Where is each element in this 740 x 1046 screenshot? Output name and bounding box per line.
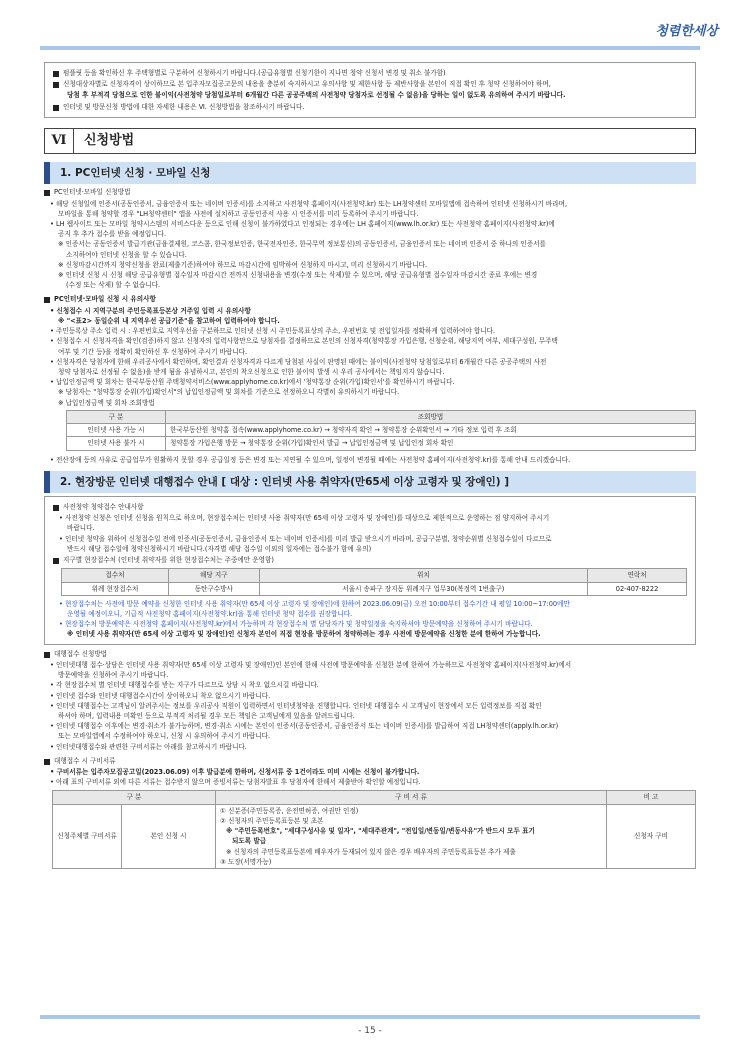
subsection-heading-1 — [44, 162, 696, 184]
notice-item: 펌플릿 등을 확인하신 후 주택형별로 구분하여 신청하시기 바랍니다.(공급유형별 신청기한이 지나면 청약 신청서 변경 및 취소 불가함) — [53, 68, 687, 78]
text-line: • LH 웹사이트 또는 모바일 청약시스템의 서비스다운 등으로 인해 신청이 불가하였다고 인정되는 경우에는 LH 홈페이지(www.lh.or.kr) 또는 사전청약 홈페이지(사전청약.kr)에 — [50, 219, 555, 228]
text-line: 반드시 해당 접수일에 청약신청하시기 바랍니다.(자격별 해당 접수일 이외의 일자에는 접수불가 함에 유의) — [67, 544, 372, 553]
doc-line: ③ 도장(서명가능) — [220, 857, 272, 866]
text-line: • 주민등록상 주소 입력 시 : 우편번호로 지역우선을 구분하므로 인터넷 신청 시 주민등록표상의 주소, 우편번호 및 전입일자를 정확하게 입력하여야 합니다. — [50, 327, 496, 336]
text-line: • 인터넷 청약을 위하여 신청접수일 전에 인증서(공동인증서, 금융인증서 또는 네이버 인증서)를 미리 발급 받으시기 바라며, 공급구분별, 청약순위별 신청접수일이 다르므로 — [59, 534, 552, 543]
note-line: 소지하여야 인터넷 신청을 할 수 있습니다. — [66, 250, 187, 259]
text-line: 운영될 예정이오니, 기급적 사전청약 홈페이지(사전청약.kr)을 통해 인터넷 청약 접수를 권장합니다. — [67, 609, 353, 618]
note-line: ※ "<표2> 동일순위 내 지역우선 공급기준"을 참고하여 입력하여야 합니다. — [58, 316, 280, 325]
table-row — [67, 424, 696, 437]
page-content — [44, 62, 696, 869]
column-header: 해당 지구 — [168, 569, 259, 582]
column-header: 위치 — [259, 569, 587, 582]
header-rule — [40, 46, 700, 50]
doc-line: ② 신청자의 주민등록표등본 및 초본 — [220, 816, 324, 825]
note-line: ※ 납입인정금액 및 회차 조회방법 — [58, 398, 155, 407]
table-cell: 02-407-8222 — [588, 582, 687, 595]
onsite-box — [44, 496, 696, 645]
square-bullet-icon — [53, 71, 59, 77]
text-line: • 전산장애 등의 사유로 공급업무가 원활하지 못할 경우 공급일정 등은 변경 또는 지연될 수 있으며, 일정이 변경될 때에는 사전청약 홈페이지(사전청약.kr)를 통해 안내 드리겠습니다. — [50, 455, 571, 464]
text-line: 바랍니다. — [67, 524, 95, 533]
column-header: 연락처 — [588, 569, 687, 582]
text-line: • 인터넷대행접수와 관련한 구비서류는 아래를 참고하시기 바랍니다. — [50, 742, 247, 751]
text-line: • 사전청약 신청은 인터넷 신청을 원칙으로 하오며, 현장접수처는 인터넷 사용 취약자(만 65세 이상 고령자 및 장애인)를 대상으로 제한적으로 운영하는 점 양지하여 주시기 — [59, 514, 550, 523]
table-row — [62, 582, 687, 595]
text-line: 또는 모바일앱에서 수정하여야 하오니, 신청 시 유의하여 주시기 바랍니다. — [58, 732, 271, 741]
footer-rule — [40, 1015, 700, 1019]
text-line: • 신청자격은 당첨자에 한해 우리공사에서 확인하며, 확인결과 신청자격과 다르게 당첨된 사실이 판명된 때에는 불이익(사전청약 당첨일로부터 6개월간 다른 공공주택의 사전 — [50, 357, 547, 366]
documents-table — [52, 790, 696, 869]
table-header-row — [53, 791, 696, 804]
notice-box — [44, 62, 696, 118]
table-cell: 신청주체별 구비서류 — [53, 804, 122, 868]
text-line: • 인터넷 접수와 인터넷 대행접수시간이 상이하오니 착오 없으시기 바랍니다. — [50, 691, 271, 700]
text-line: • 구비서류는 입주자모집공고일(2023.06.09) 이후 발급분에 한하며, 신청서류 중 1건이라도 미비 시에는 신청이 불가합니다. — [50, 768, 420, 777]
text-line: • 각 현장접수처 별 인터넷 대행접수를 받는 지구가 다르므로 상담 시 착오 없으시길 바랍니다. — [50, 681, 319, 690]
group-heading: 사전청약 청약접수 안내사항 — [53, 502, 687, 512]
text-line: • 납입인정금액 및 회차는 한국부동산원 주택청약서비스(www.applyhome.co.kr)에서 '청약통장 순위(가입)확인서'를 확인하시기 바랍니다. — [50, 378, 455, 387]
text-line: • 인터넷 대행접수는 고객님이 알려주시는 정보를 우리공사 직원이 입력하면서 인터넷청약을 진행합니다. 인터넷 대행접수 시 고객님이 현장에서 모든 입력정보를 직접 확인 — [50, 701, 542, 710]
column-header: 구 분 — [53, 791, 216, 804]
subsection-title: 1. PC인터넷 신청 · 모바일 신청 — [50, 162, 696, 184]
text-line: • 현장접수처는 사전에 방문 예약을 신청한 인터넷 사용 취약자(만 65세 이상 고령자 및 장애인)에 한하여 2023.06.09(금) 오전 10:00부터 접수기간 내 평일 10:00~17:00에만 — [59, 599, 570, 608]
section-number: Ⅵ — [44, 128, 74, 154]
table-cell: 위례 현장접수처 — [62, 582, 169, 595]
group-heading: PC인터넷·모바일 신청방법 — [44, 187, 696, 197]
square-bullet-icon — [44, 190, 50, 196]
text-line: 모바일을 통해 청약할 경우 "LH청약센터" 앱을 사전에 설치하고 공동인증서 사용 시 인증서를 미리 등록하여 주시기 바랍니다. — [58, 209, 419, 218]
doc-line: ※ 신청자의 주민등록표등본에 배우자가 등재되어 있지 않은 경우 배우자의 주민등록표등본 추가 제출 — [226, 847, 516, 856]
column-header: 구 비 서 류 — [216, 791, 607, 804]
table-cell: 인터넷 사용 불가 시 — [67, 437, 166, 450]
text-line: • 신청접수 시 지역구분의 주민등록표등본상 거주일 입력 시 유의사항 — [50, 306, 251, 315]
table-cell: 본인 신청 시 — [122, 804, 216, 868]
table-cell: 인터넷 사용 가능 시 — [67, 424, 166, 437]
text-line: 여부 및 기간 등)을 정확히 확인하신 후 신청하여 주시기 바랍니다. — [58, 347, 248, 356]
subsection-title: 2. 현장방문 인터넷 대행접수 안내 [ 대상 : 인터넷 사용 취약자(만65세 이상 고령자 및 장애인) ] — [50, 471, 696, 493]
text-line: • 해당 신청일에 인증서(공동인증서, 금융인증서 또는 네이버 인증서)를 소지하고 사전청약 홈페이지(사전청약.kr) 또는 LH청약센터 모바일앱에 접속하여 인터넷 신청하시기 바라며, — [50, 199, 568, 208]
text-line: 방문예약을 신청하여 주시기 바랍니다. — [58, 671, 169, 680]
square-bullet-icon — [44, 759, 50, 765]
note-line: (수정 또는 삭제) 할 수 없습니다. — [66, 281, 161, 290]
square-bullet-icon — [53, 82, 59, 88]
column-header: 비 고 — [607, 791, 696, 804]
table-row — [67, 437, 696, 450]
table-cell — [216, 804, 607, 868]
group-heading: PC인터넷·모바일 신청 시 유의사항 — [44, 294, 696, 304]
square-bullet-icon — [53, 558, 59, 564]
notice-item-cont: 당첨 후 부적격 당첨으로 인한 불이익(사전청약 당첨일로부터 6개월간 다른 공공주택의 사전청약 당첨자로 선정될 수 없음)을 당하는 일이 없도록 유의하여 주시기 바랍니다. — [67, 91, 566, 100]
notice-item: 인터넷 및 방문신청 방법에 대한 자세한 내용은 Ⅵ. 신청방법을 참조하시기 바랍니다. — [53, 102, 687, 112]
note-line: ※ 인증서는 공동인증서 발급기관(금융결제원, 코스콤, 한국정보인증, 한국전자인증, 한국무역 정보통신)의 공동인증서, 금융인증서 또는 네이버 인증서 중 하나의 인증서를 — [58, 240, 546, 249]
lookup-table — [66, 410, 696, 451]
table-header-row — [67, 410, 696, 423]
section-title: 신청방법 — [74, 128, 696, 154]
note-line: ※ 인터넷 사용 취약자(만 65세 이상 고령자 및 장애인)인 신청자 본인이 직접 현장을 방문하여 청약하려는 경우 사전에 방문예약을 신청한 분에 한하여 가능합니다. — [67, 630, 541, 639]
column-header: 접수처 — [62, 569, 169, 582]
column-header: 구 분 — [67, 410, 166, 423]
note-line: ※ 당첨자는 "청약통장 순위(가입)확인서"의 납입인정금액 및 회차를 기준으로 선정하오니 각별히 유의하시기 바랍니다. — [58, 388, 400, 397]
notice-item: 신청대상자별로 신청자격이 상이하므로 본 입주자모집공고문의 내용을 충분히 숙지하시고 유의사항 및 제한사항 등 제반사항을 본인이 직접 확인 후 청약 신청하여야 하며, — [53, 79, 687, 89]
square-bullet-icon — [44, 297, 50, 303]
table-cell: 동탄구수방사 — [168, 582, 259, 595]
subsection-heading-2 — [44, 471, 696, 493]
doc-line: ① 신분증(주민등록증, 운전면허증, 여권만 인정) — [220, 806, 359, 815]
note-line: ※ 신청마감시간까지 청약신청을 완료(제출기준)하여야 하므로 마감시간에 임박하여 신청하지 마시고, 미리 신청하시기 바랍니다. — [58, 260, 428, 269]
group-heading: 대행접수 신청방법 — [44, 649, 696, 659]
text-line: 청약 당첨자로 선정될 수 없음)을 받게 됨을 유념하시고, 본인의 착오신청으로 인한 불이익 발생 시 우리 공사에서는 책임지지 않습니다. — [58, 368, 445, 376]
page-number: - 15 - — [358, 1026, 382, 1036]
table-row — [53, 804, 696, 868]
text-line: • 인터넷대행 접수·상담은 인터넷 사용 취약자(만 65세 이상 고령자 및 장애인)인 본인에 한해 사전에 방문예약을 신청한 분에 한하여 가능하므로 사전청약 홈페이지(사전청약.kr)에서 — [50, 660, 572, 669]
text-line: • 인터넷 대행접수 이후에는 변경·취소가 불가능하며, 변경·취소 시에는 본인이 인증서(공동인증서, 금융인증서 또는 네이버 인증서)를 발급하여 직접 LH청약센터(apply.lh.or.kr) — [50, 722, 559, 731]
table-cell: 신청자 구비 — [607, 804, 696, 868]
table-header-row — [62, 569, 687, 582]
text-line: 하셔야 하며, 입력내용 미확인 등으로 부적격 처리될 경우 모든 책임은 고객님에게 있음을 알려드립니다. — [58, 711, 355, 720]
square-bullet-icon — [53, 505, 59, 511]
square-bullet-icon — [53, 105, 59, 111]
doc-line: ※ "주민등록번호", "세대구성사유 및 일자", "세대주관계", "전입일/변동일/변동사유"가 반드시 모두 표기 — [226, 827, 535, 836]
section-heading — [44, 128, 696, 154]
brand-logo: 청렴한세상 — [655, 24, 718, 39]
group-heading: 대행접수 시 구비서류 — [44, 756, 696, 766]
text-line: • 현장접수처 방문예약은 사전청약 홈페이지(사전청약.kr)에서 가능하며 각 현장접수처 별 담당자가 및 청약일정을 숙지하셔야 방문예약을 신청하여 주시기 바랍니다. — [59, 620, 533, 629]
note-line: ※ 인터넷 신청 시 신청 해당 공급유형별 접수일자 마감시간 전까지 신청내용을 변경(수정 또는 삭제)할 수 있으며, 해당 공급유형별 접수일자 마감시간 종료 후에는 변경 — [58, 271, 538, 280]
text-line: 공지 후 추가 접수를 받을 예정입니다. — [58, 230, 167, 239]
text-line: • 신청접수 시 신청자격을 확인(검증)하지 않고 신청자의 입력사항만으로 당첨자를 결정하므로 본인의 신청자격(청약통장 가입은행, 신청순위, 해당지역 여부, 세대구성원, 무주택 — [50, 337, 558, 346]
column-header: 조회방법 — [166, 410, 696, 423]
square-bullet-icon — [44, 652, 50, 658]
doc-line: 되도록 발급 — [232, 837, 267, 846]
group-heading: 지구별 현장접수처 (인터넷 취약자를 위한 현장접수처는 주중에만 운영함) — [53, 555, 687, 565]
table-cell: 청약통장 가입은행 방문 → 청약통장 순위(가입)확인서 발급 → 납입인정금액 및 납입인정 회차 확인 — [166, 437, 696, 450]
table-cell: 한국부동산원 청약홈 접속(www.applyhome.co.kr) → 청약자격 확인 → 청약통장 순위확인서 → 기타 정보 입력 후 조회 — [166, 424, 696, 437]
office-table — [61, 568, 687, 595]
text-line: • 아래 표의 구비서류 외에 다른 서류는 접수받지 않으며 증빙서류는 당첨자발표 후 당첨자에 한해서 제출받아 확인할 예정입니다. — [50, 778, 421, 787]
table-cell: 서울시 송파구 장지동 위례지구 업무30(복정역 1번출구) — [259, 582, 587, 595]
